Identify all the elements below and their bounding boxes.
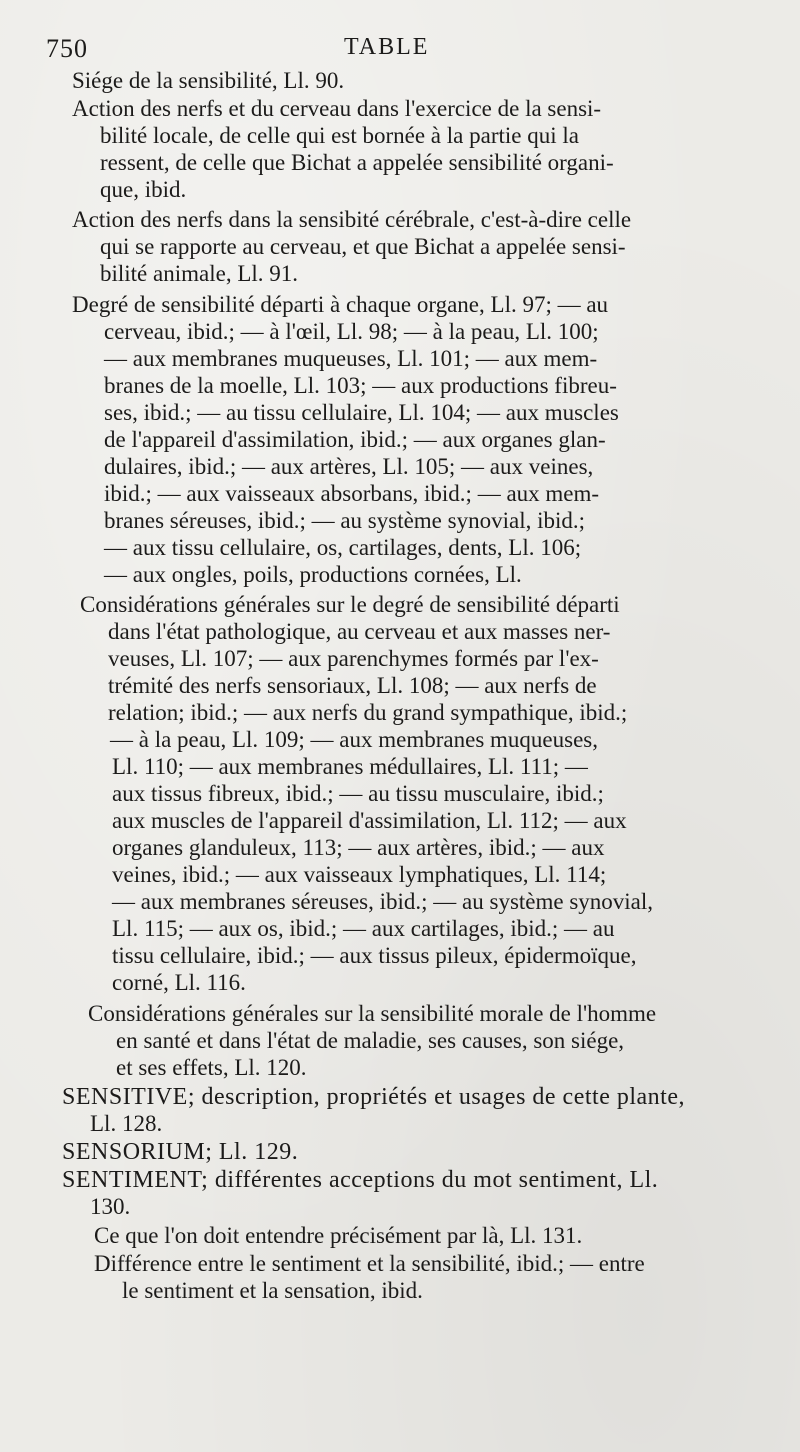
- index-heading-line: SENTIMENT; différentes acceptions du mot sentiment, Ll.: [62, 1167, 659, 1193]
- index-text-line: — aux membranes séreuses, ibid.; — au système synovial,: [112, 889, 654, 914]
- index-text-line: en santé et dans l'état de maladie, ses causes, son siége,: [116, 1028, 625, 1053]
- index-text-line: dulaires, ibid.; — aux artères, Ll. 105; — aux veines,: [104, 454, 594, 479]
- index-text-line: Considérations générales sur le degré de sensibilité départi: [80, 592, 620, 617]
- index-heading-line: SENSORIUM; Ll. 129.: [62, 1139, 299, 1165]
- index-text-line: aux tissus fibreux, ibid.; — au tissu musculaire, ibid.;: [112, 781, 604, 806]
- index-text-line: 130.: [90, 1194, 131, 1219]
- index-text-line: ressent, de celle que Bichat a appelée sensibilité organi-: [100, 150, 614, 175]
- index-text-line: veines, ibid.; — aux vaisseaux lymphatiques, Ll. 114;: [112, 862, 607, 887]
- index-text-line: corné, Ll. 116.: [112, 970, 246, 995]
- index-text-line: ses, ibid.; — au tissu cellulaire, Ll. 104; — aux muscles: [104, 400, 619, 425]
- index-text-line: ibid.; — aux vaisseaux absorbans, ibid.; — aux mem-: [104, 481, 600, 506]
- index-text-line: organes glanduleux, 113; — aux artères, ibid.; — aux: [112, 835, 605, 860]
- index-text-line: Ll. 128.: [90, 1111, 163, 1136]
- index-text-line: de l'appareil d'assimilation, ibid.; — aux organes glan-: [104, 427, 606, 452]
- index-text-line: bilité animale, Ll. 91.: [100, 261, 299, 286]
- index-text-line: Degré de sensibilité départi à chaque organe, Ll. 97; — au: [72, 292, 609, 317]
- index-text-line: aux muscles de l'appareil d'assimilation, Ll. 112; — aux: [112, 808, 627, 833]
- index-text-line: que, ibid.: [100, 177, 187, 202]
- index-text-line: et ses effets, Ll. 120.: [116, 1055, 307, 1080]
- index-text-line: Action des nerfs dans la sensibité cérébrale, c'est-à-dire celle: [72, 207, 632, 232]
- index-text-line: Considérations générales sur la sensibilité morale de l'homme: [88, 1001, 657, 1026]
- index-text-line: dans l'état pathologique, au cerveau et aux masses ner-: [108, 619, 611, 644]
- index-text-line: trémité des nerfs sensoriaux, Ll. 108; — aux nerfs de: [108, 673, 597, 698]
- index-text-line: qui se rapporte au cerveau, et que Bichat a appelée sensi-: [100, 234, 626, 259]
- index-text-line: Ll. 110; — aux membranes médullaires, Ll. 111; —: [112, 754, 588, 779]
- index-text-line: Siége de la sensibilité, Ll. 90.: [72, 68, 345, 93]
- index-text-line: Ll. 115; — aux os, ibid.; — aux cartilages, ibid.; — au: [112, 916, 615, 941]
- index-text-line: cerveau, ibid.; — à l'œil, Ll. 98; — à la peau, Ll. 100;: [104, 319, 599, 344]
- index-text-line: le sentiment et la sensation, ibid.: [122, 1278, 423, 1303]
- index-text-line: tissu cellulaire, ibid.; — aux tissus pileux, épidermoïque,: [112, 943, 637, 968]
- index-text-line: — aux membranes muqueuses, Ll. 101; — aux mem-: [104, 346, 598, 371]
- index-text-line: — à la peau, Ll. 109; — aux membranes muqueuses,: [110, 727, 598, 752]
- index-text-line: bilité locale, de celle qui est bornée à la partie qui la: [100, 123, 579, 148]
- index-text-line: relation; ibid.; — aux nerfs du grand sympathique, ibid.;: [108, 700, 628, 725]
- index-heading-line: SENSITIVE; description, propriétés et usages de cette plante,: [62, 1084, 685, 1110]
- running-title: TABLE: [344, 34, 430, 60]
- index-text-line: — aux tissu cellulaire, os, cartilages, dents, Ll. 106;: [104, 535, 582, 560]
- index-text-line: branes séreuses, ibid.; — au système synovial, ibid.;: [104, 508, 586, 533]
- index-text-line: branes de la moelle, Ll. 103; — aux productions fibreu-: [104, 373, 617, 398]
- index-text-line: Différence entre le sentiment et la sensibilité, ibid.; — entre: [94, 1251, 645, 1276]
- index-text-line: Ce que l'on doit entendre précisément par là, Ll. 131.: [94, 1223, 583, 1248]
- page-number: 750: [46, 34, 88, 63]
- index-text-line: Action des nerfs et du cerveau dans l'exercice de la sensi-: [72, 96, 602, 121]
- index-text-line: — aux ongles, poils, productions cornées, Ll.: [104, 562, 522, 587]
- index-text-line: veuses, Ll. 107; — aux parenchymes formés par l'ex-: [108, 646, 599, 671]
